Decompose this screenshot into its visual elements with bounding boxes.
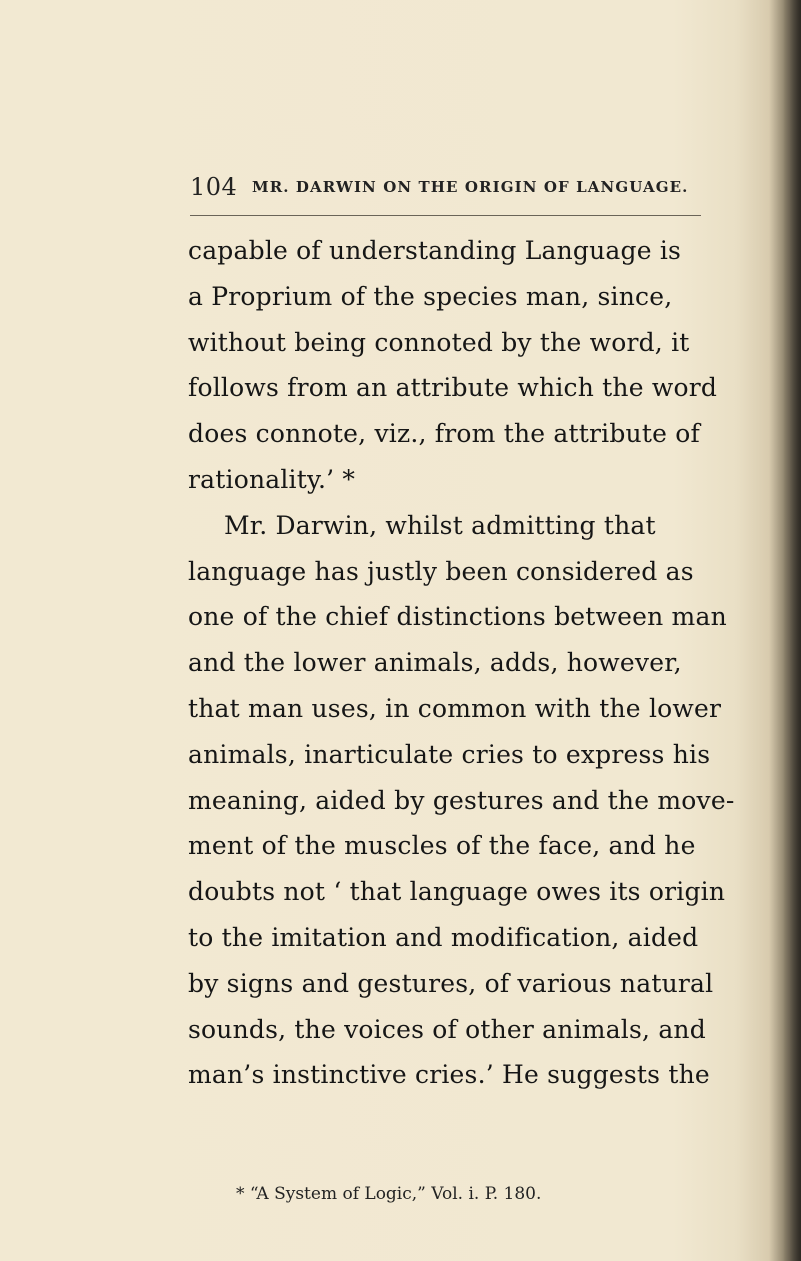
text-line: man’s instinctive cries.’ He suggests the [188,1060,710,1090]
running-title: MR. DARWIN ON THE ORIGIN OF LANGUAGE. [252,178,689,196]
text-line: rationality.’ * [188,464,356,494]
text-line: one of the chief distinctions between man [188,602,727,632]
text-line: meaning, aided by gestures and the move- [188,785,735,815]
text-line: animals, inarticulate cries to express his [188,739,711,769]
text-line: and the lower animals, adds, however, [188,648,682,678]
text-line: follows from an attribute which the word [188,373,718,403]
text-line: language has justly been considered as [188,556,694,586]
text-line: capable of understanding Language is [188,236,682,265]
text-line: without being connoted by the word, it [188,327,690,357]
page-edge-shadow [783,0,801,1261]
text-line: that man uses, in common with the lower [188,693,722,723]
footnote: * “A System of Logic,” Vol. i. P. 180. [236,1184,542,1204]
text-line: does connote, viz., from the attribute of [188,419,700,449]
header-rule [190,215,701,216]
text-line: doubts not ‘ that language owes its origin [188,877,726,907]
paragraph-start-line: Mr. Darwin, whilst admitting that [224,510,656,540]
text-line: sounds, the voices of other animals, and [188,1014,706,1044]
text-line: a Proprium of the species man, since, [188,281,673,311]
page-number: 104 [190,173,238,201]
body-text [188,228,735,1098]
text-line: ment of the muscles of the face, and he [188,831,696,861]
page-header [190,173,710,206]
text-line: by signs and gestures, of various natural [188,968,714,998]
text-line: to the imitation and modification, aided [188,922,699,952]
